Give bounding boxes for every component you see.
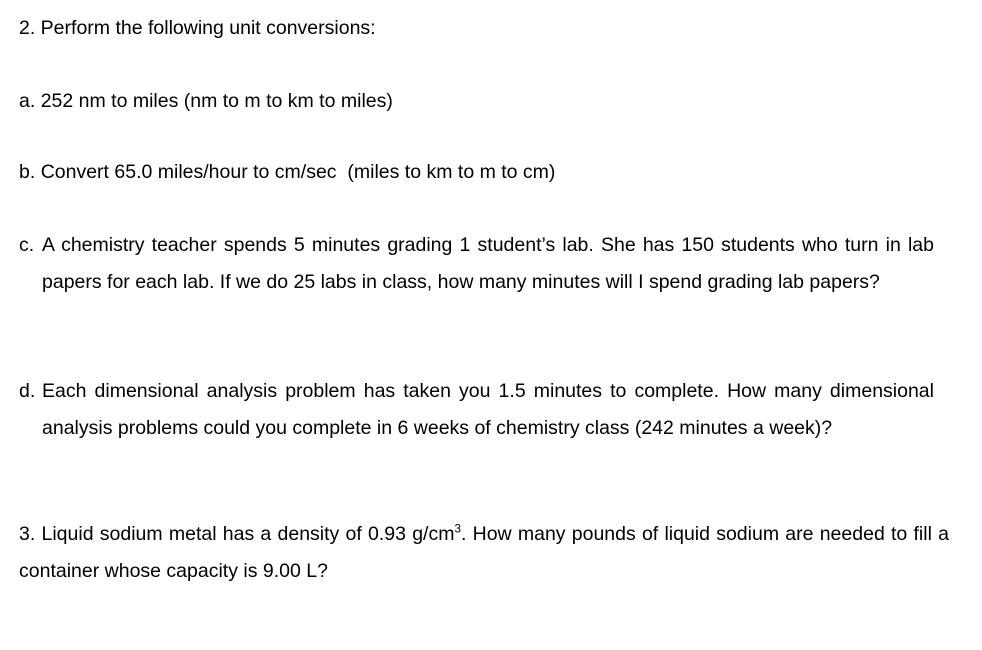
part-b <box>19 160 555 184</box>
question-3-superscript: 3 <box>454 522 461 536</box>
question-3 <box>19 516 949 590</box>
part-a-label: a. <box>19 90 36 112</box>
part-d-label: d. <box>19 380 36 402</box>
part-a-text: 252 nm to miles (nm to m to km to miles) <box>40 90 393 112</box>
question-2-heading: 2. Perform the following unit conversions: <box>19 17 376 39</box>
part-a <box>19 89 393 113</box>
question-3-text-after: . How many pounds of liquid sodium are needed to fill a container whose capacity is 9.00 L? <box>19 523 949 582</box>
part-d-text: Each dimensional analysis problem has taken you 1.5 minutes to complete. How many dimensional analysis problems could you complete in 6 weeks of chemistry class (242 minutes a week)? <box>42 380 934 439</box>
part-c-label: c. <box>19 234 35 256</box>
question-3-text-before: 3. Liquid sodium metal has a density of 0.93 g/cm <box>19 523 455 545</box>
part-c-text: A chemistry teacher spends 5 minutes grading 1 student’s lab. She has 150 students who turn in lab papers for each lab. If we do 25 labs in class, how many minutes will I spend grading lab papers? <box>42 234 934 293</box>
part-b-text: Convert 65.0 miles/hour to cm/sec (miles to km to m to cm) <box>40 161 556 183</box>
part-b-label: b. <box>19 161 36 183</box>
